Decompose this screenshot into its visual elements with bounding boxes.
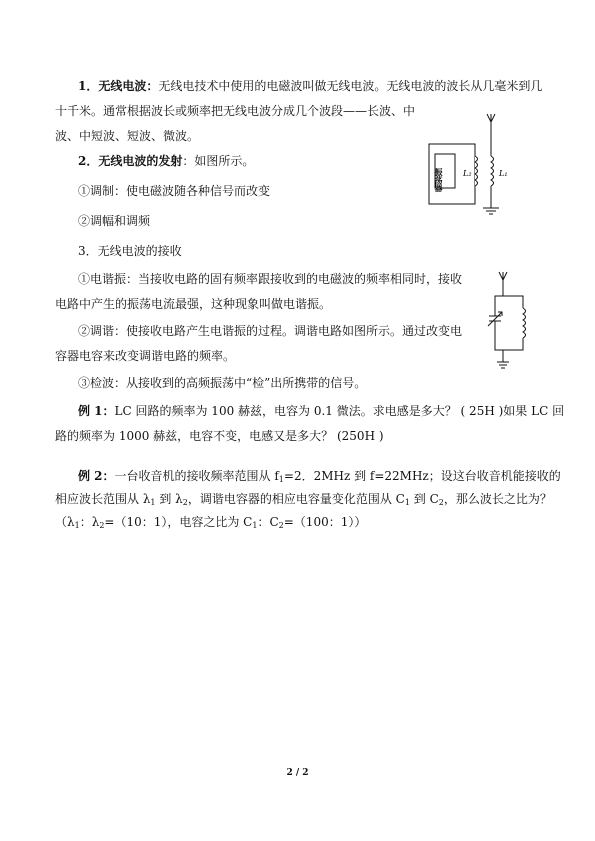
ex2-line3 bbox=[55, 514, 366, 534]
coil-l1 bbox=[491, 156, 494, 186]
sec2-am-fm: ②调幅和调频 bbox=[78, 214, 151, 228]
ex2-text-j: =（10：1），电容之比为 C bbox=[104, 515, 253, 529]
sec1-title: 无线电波： bbox=[98, 79, 159, 93]
ex2-line1 bbox=[78, 468, 561, 488]
ex2-label: 例 2： bbox=[78, 469, 115, 483]
sec1-line2: 十千米。通常根据波长或频率把无线电波分成几个波段——长波、中 bbox=[55, 104, 416, 118]
ex2-text-i: ：λ bbox=[79, 515, 100, 529]
sec3-resonance-2: 电路中产生的振荡电流最强，这种现象叫做电谐振。 bbox=[55, 297, 332, 311]
l1-label: L₁ bbox=[499, 169, 508, 178]
tuning-loop-top bbox=[495, 296, 523, 308]
sec3-heading: 3．无线电波的接收 bbox=[78, 244, 182, 258]
ex2-c1b-sub: 1 bbox=[252, 521, 258, 530]
ex2-c2-sub: 2 bbox=[438, 498, 444, 507]
ex2-text-g: ，那么波长之比为？ bbox=[443, 492, 552, 506]
ex2-text-d: 到 λ bbox=[155, 492, 183, 506]
ex1-line2: 路的频率为 1000 赫兹，电容不变，电感又是多大？ (250H ) bbox=[55, 429, 384, 443]
ex2-text-k: ：C bbox=[257, 515, 279, 529]
ex2-c1-sub: 1 bbox=[404, 498, 410, 507]
ex2-text-b: =2．2MHz 到 f=22MHz；设这台收音机能接收的 bbox=[283, 469, 561, 483]
page-number: 2 / 2 bbox=[286, 768, 309, 778]
ex2-l1-sub: 1 bbox=[150, 498, 156, 507]
ex2-f1-sub: 1 bbox=[278, 475, 284, 484]
transmitter-diagram bbox=[425, 110, 515, 220]
sec3-tuning-1: ②调谐：使接收电路产生电谐振的过程。调谐电路如图所示。通过改变电 bbox=[78, 324, 463, 338]
ex1-text1: LC 回路的频率为 100 赫兹，电容为 0.1 微法。求电感是多大？ ( 25H )如果 LC 回 bbox=[114, 404, 565, 418]
l2-label: L₂ bbox=[463, 169, 472, 178]
coil-l2 bbox=[475, 156, 478, 186]
ex1-label: 例 1： bbox=[78, 404, 115, 418]
ex1-line1 bbox=[78, 403, 564, 419]
sec1-text1: 无线电技术中使用的电磁波叫做无线电波。无线电波的波长从几毫米到几 bbox=[158, 79, 543, 93]
sec2-rest: ：如图所示。 bbox=[182, 154, 255, 168]
sec3-detection: ③检波：从接收到的高频振荡中“检”出所携带的信号。 bbox=[78, 376, 367, 390]
ex2-l2b-sub: 2 bbox=[99, 521, 105, 530]
sec2-num: 2． bbox=[78, 154, 99, 168]
sec3-tuning-2: 容器电容来改变调谐电路的频率。 bbox=[55, 349, 236, 363]
ex2-text-c: 相应波长范围从 λ bbox=[55, 492, 151, 506]
ex2-l1b-sub: 1 bbox=[74, 521, 80, 530]
tuning-coil bbox=[523, 308, 526, 338]
ex2-line2 bbox=[55, 491, 552, 511]
ex2-l2-sub: 2 bbox=[182, 498, 188, 507]
sec1-num: 1． bbox=[78, 79, 99, 93]
sec3-resonance-1: ①电谐振：当接收电路的固有频率跟接收到的电磁波的频率相同时，接收 bbox=[78, 272, 463, 286]
sec2-heading bbox=[78, 153, 254, 169]
ex2-text-a: 一台收音机的接收频率范围从 f bbox=[114, 469, 279, 483]
tuning-circuit-diagram bbox=[485, 268, 535, 373]
sec1-line1 bbox=[78, 78, 542, 94]
sec2-modulation: ①调制：使电磁波随各种信号而改变 bbox=[78, 184, 271, 198]
ex2-c2b-sub: 2 bbox=[278, 521, 284, 530]
sec2-title: 无线电波的发射 bbox=[98, 154, 183, 168]
tuning-loop-bottom bbox=[495, 332, 523, 350]
ex2-text-e: ，调谐电容器的相应电容量变化范围从 C bbox=[187, 492, 405, 506]
ex2-text-f: 到 C bbox=[409, 492, 439, 506]
ex2-text-l: =（100：1）） bbox=[283, 515, 367, 529]
ex2-text-h: （λ bbox=[55, 515, 75, 529]
oscillator-label: 振荡器 bbox=[434, 168, 444, 192]
sec1-line3: 波、中短波、短波、微波。 bbox=[55, 129, 200, 143]
